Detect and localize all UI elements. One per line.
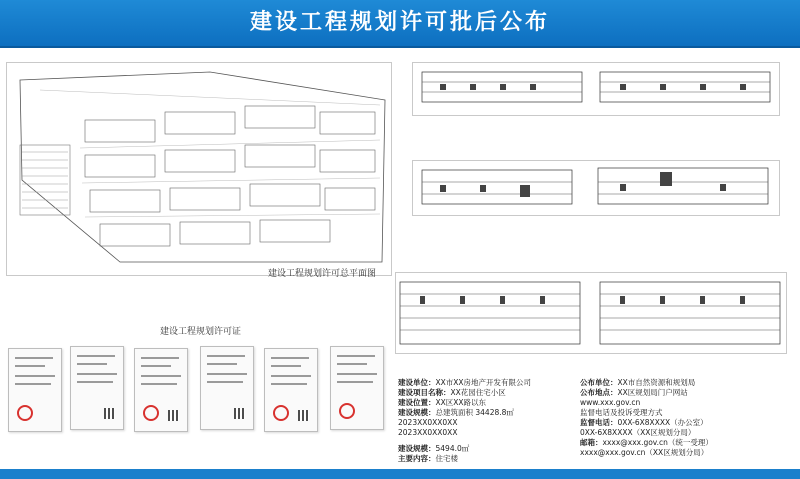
info-row	[398, 454, 469, 464]
info-key: 主要内容：	[398, 454, 436, 463]
info-value: XX市自然资源和规划局	[617, 378, 696, 387]
info-row	[398, 408, 531, 418]
info-row	[580, 388, 713, 398]
info-row	[580, 398, 713, 408]
info-value: 2023XX0XX0XX	[398, 428, 458, 437]
info-key: 公布地点：	[580, 388, 618, 397]
info-row	[580, 418, 713, 428]
footer-bar	[0, 469, 800, 479]
info-row	[580, 428, 713, 438]
permit-doc-4	[200, 346, 254, 430]
info-key: 监督电话：	[580, 418, 618, 427]
info-value[interactable]: xxxx@xxx.gov.cn（统一受理）	[602, 438, 713, 447]
elevation-panel-middle	[412, 160, 780, 216]
info-value: XX区规划局门户网站	[617, 388, 688, 397]
info-row	[580, 448, 713, 458]
info-right-block	[580, 378, 713, 458]
info-row	[398, 418, 531, 428]
info-key: 建设位置：	[398, 398, 436, 407]
info-value: 5494.0㎡	[435, 444, 470, 453]
permit-doc-2	[70, 346, 124, 430]
info-row	[580, 378, 713, 388]
page-title: 建设工程规划许可批后公布	[249, 10, 550, 35]
permit-doc-5	[264, 348, 318, 432]
info-value: XX区XX路以东	[435, 398, 487, 407]
info-row	[580, 408, 713, 418]
info-key: 公布单位：	[580, 378, 618, 387]
info-value: 住宅楼	[435, 454, 458, 463]
info-value: 0XX-6X8XXXX（办公室）	[617, 418, 708, 427]
info-row	[580, 438, 713, 448]
info-value[interactable]: xxxx@xxx.gov.cn（XX区规划分局）	[580, 448, 709, 457]
info-left-bottom	[398, 444, 469, 464]
elevation-panel-bottom	[395, 272, 787, 354]
info-value: 监督电话及投诉受理方式	[580, 408, 663, 417]
permit-doc-1	[8, 348, 62, 432]
info-key: 建设规模：	[398, 444, 436, 453]
permit-doc-3	[134, 348, 188, 432]
elevation-panel-top	[412, 62, 780, 116]
info-key: 建设规模：	[398, 408, 436, 417]
info-row	[398, 388, 531, 398]
info-row	[398, 378, 531, 388]
info-value[interactable]: www.xxx.gov.cn	[580, 398, 641, 407]
info-value: XX花园住宅小区	[450, 388, 506, 397]
info-value: 总建筑面积 34428.8㎡	[435, 408, 514, 417]
info-left-block	[398, 378, 531, 438]
info-row	[398, 428, 531, 438]
info-key: 建设项目名称：	[398, 388, 451, 397]
site-plan-caption: 建设工程规划许可总平面图	[268, 269, 377, 279]
permits-caption: 建设工程规划许可证	[160, 327, 242, 337]
info-key: 建设单位：	[398, 378, 436, 387]
info-value: 0XX-6X8XXXX（XX区规划分局）	[580, 428, 696, 437]
info-row	[398, 398, 531, 408]
site-plan-panel	[6, 62, 392, 276]
permit-doc-6	[330, 346, 384, 430]
info-value: XX市XX房地产开发有限公司	[435, 378, 532, 387]
info-key: 邮箱：	[580, 438, 603, 447]
info-row	[398, 444, 469, 454]
info-value: 2023XX0XX0XX	[398, 418, 458, 427]
